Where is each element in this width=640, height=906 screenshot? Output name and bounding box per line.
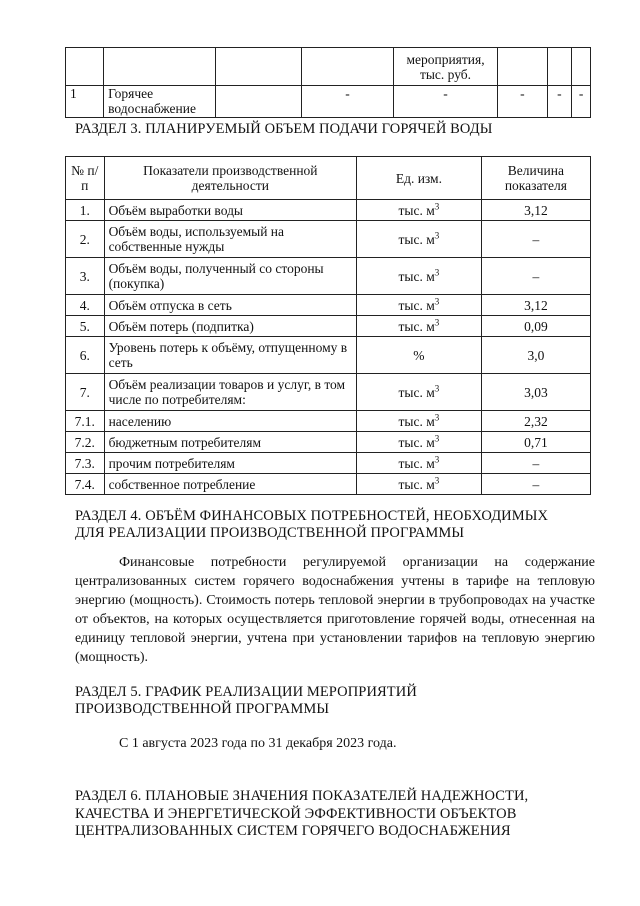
header-value: Величина показателя bbox=[481, 157, 590, 200]
row-number: 7.3. bbox=[66, 453, 105, 474]
row-indicator: собственное потребление bbox=[104, 474, 357, 495]
row-unit: тыс. $м^3$ bbox=[357, 411, 482, 432]
unit-superscript: 3 bbox=[434, 267, 440, 277]
unit-superscript: 3 bbox=[434, 201, 440, 211]
row-value: 0,71 bbox=[481, 432, 590, 453]
table-row bbox=[66, 337, 591, 374]
row-value: 0,09 bbox=[481, 316, 590, 337]
row-unit: тыс. $м^3$ bbox=[357, 295, 482, 316]
row-indicator: Объём воды, полученный со стороны (покупка) bbox=[104, 258, 357, 295]
row-unit: тыс. $м^3$ bbox=[357, 258, 482, 295]
section-6-title-line2: КАЧЕСТВА И ЭНЕРГЕТИЧЕСКОЙ ЭФФЕКТИВНОСТИ ОБЪЕКТОВ bbox=[75, 806, 517, 822]
unit-superscript: 3 bbox=[434, 383, 440, 393]
row-number: 5. bbox=[66, 316, 105, 337]
row-number: 4. bbox=[66, 295, 105, 316]
section-3-title: РАЗДЕЛ 3. ПЛАНИРУЕМЫЙ ОБЪЕМ ПОДАЧИ ГОРЯЧЕЙ ВОДЫ bbox=[75, 121, 493, 137]
unit-superscript: 3 bbox=[434, 475, 440, 485]
table-cell bbox=[302, 48, 394, 86]
continued-table bbox=[65, 47, 591, 118]
row-indicator: Уровень потерь к объёму, отпущенному в сеть bbox=[104, 337, 357, 374]
row-indicator: Объём воды, используемый на собственные нужды bbox=[104, 221, 357, 258]
unit-superscript: 3 bbox=[434, 433, 440, 443]
table-cell bbox=[216, 86, 302, 118]
section-4-paragraph: Финансовые потребности регулируемой организации на содержание централизованных систем горячего водоснабжения учтены в тарифе на тепловую энергию (мощность). Стоимость потерь тепловой энергии в трубопроводах на участке от объектов, на которых осуществляется приготовление горячей воды, отнесенная на единицу тепловой энергии, учтена при установлении тарифов на тепловую энергию (мощность). bbox=[75, 555, 595, 665]
row-value: 3,12 bbox=[481, 295, 590, 316]
row-indicator: Объём выработки воды bbox=[104, 200, 357, 221]
section-5-title-line2: ПРОИЗВОДСТВЕННОЙ ПРОГРАММЫ bbox=[75, 701, 330, 717]
unit-superscript: 3 bbox=[434, 317, 440, 327]
section-6-title-line1: РАЗДЕЛ 6. ПЛАНОВЫЕ ЗНАЧЕНИЯ ПОКАЗАТЕЛЕЙ НАДЕЖНОСТИ, bbox=[75, 788, 529, 804]
table-row bbox=[66, 453, 591, 474]
row-value: - bbox=[393, 86, 497, 118]
table-cell bbox=[216, 48, 302, 86]
row-indicator: населению bbox=[104, 411, 357, 432]
table-header-cell: мероприятия, тыс. руб. bbox=[393, 48, 497, 86]
table-cell bbox=[498, 48, 547, 86]
row-number: 7.4. bbox=[66, 474, 105, 495]
row-indicator: Объём отпуска в сеть bbox=[104, 295, 357, 316]
table-row bbox=[66, 474, 591, 495]
unit-superscript: 3 bbox=[434, 230, 440, 240]
unit-superscript: 3 bbox=[434, 412, 440, 422]
row-indicator: прочим потребителям bbox=[104, 453, 357, 474]
row-value: 3,0 bbox=[481, 337, 590, 374]
section-4-title-line1: РАЗДЕЛ 4. ОБЪЁМ ФИНАНСОВЫХ ПОТРЕБНОСТЕЙ, НЕОБХОДИМЫХ bbox=[75, 508, 549, 524]
section-5-title-line1: РАЗДЕЛ 5. ГРАФИК РЕАЛИЗАЦИИ МЕРОПРИЯТИЙ bbox=[75, 684, 417, 700]
row-number: 6. bbox=[66, 337, 105, 374]
row-indicator: Объём потерь (подпитка) bbox=[104, 316, 357, 337]
unit-superscript: 3 bbox=[434, 454, 440, 464]
row-number: 7.2. bbox=[66, 432, 105, 453]
table-cell bbox=[104, 48, 216, 86]
section-4-title-line2: ДЛЯ РЕАЛИЗАЦИИ ПРОИЗВОДСТВЕННОЙ ПРОГРАММЫ bbox=[75, 525, 465, 541]
header-name: Показатели производственной деятельности bbox=[104, 157, 357, 200]
row-value: 3,03 bbox=[481, 374, 590, 411]
unit-superscript: 3 bbox=[434, 296, 440, 306]
table-cell bbox=[572, 48, 591, 86]
row-number: 1 bbox=[66, 86, 104, 118]
row-unit: тыс. $м^3$ bbox=[357, 316, 482, 337]
row-indicator: бюджетным потребителям bbox=[104, 432, 357, 453]
row-unit: тыс. $м^3$ bbox=[357, 453, 482, 474]
table-row bbox=[66, 200, 591, 221]
row-value: 3,12 bbox=[481, 200, 590, 221]
table-row bbox=[66, 221, 591, 258]
row-number: 2. bbox=[66, 221, 105, 258]
header-num: № п/п bbox=[66, 157, 105, 200]
row-unit: тыс. $м^3$ bbox=[357, 221, 482, 258]
table-row bbox=[66, 316, 591, 337]
table-cell bbox=[66, 48, 104, 86]
row-unit: тыс. $м^3$ bbox=[357, 474, 482, 495]
table-row bbox=[66, 432, 591, 453]
row-value: - bbox=[302, 86, 394, 118]
row-value: – bbox=[481, 221, 590, 258]
row-value: – bbox=[481, 258, 590, 295]
row-number: 7.1. bbox=[66, 411, 105, 432]
production-indicators-table bbox=[65, 156, 591, 495]
row-value: - bbox=[498, 86, 547, 118]
row-value: 2,32 bbox=[481, 411, 590, 432]
row-unit: % bbox=[357, 337, 482, 374]
row-unit: тыс. $м^3$ bbox=[357, 200, 482, 221]
table-cell bbox=[547, 48, 572, 86]
row-number: 1. bbox=[66, 200, 105, 221]
section-6-title-line3: ЦЕНТРАЛИЗОВАННЫХ СИСТЕМ ГОРЯЧЕГО ВОДОСНАБЖЕНИЯ bbox=[75, 823, 511, 839]
section-5-paragraph: С 1 августа 2023 года по 31 декабря 2023 года. bbox=[119, 736, 397, 751]
row-number: 7. bbox=[66, 374, 105, 411]
row-unit: тыс. $м^3$ bbox=[357, 374, 482, 411]
row-number: 3. bbox=[66, 258, 105, 295]
row-value: - bbox=[572, 86, 591, 118]
row-indicator: Объём реализации товаров и услуг, в том числе по потребителям: bbox=[104, 374, 357, 411]
header-unit: Ед. изм. bbox=[357, 157, 482, 200]
table-row bbox=[66, 374, 591, 411]
row-value: – bbox=[481, 474, 590, 495]
row-name: Горячее водоснабжение bbox=[104, 86, 216, 118]
table-row bbox=[66, 295, 591, 316]
table-row bbox=[66, 258, 591, 295]
row-unit: тыс. $м^3$ bbox=[357, 432, 482, 453]
table-row bbox=[66, 411, 591, 432]
row-value: – bbox=[481, 453, 590, 474]
row-value: - bbox=[547, 86, 572, 118]
